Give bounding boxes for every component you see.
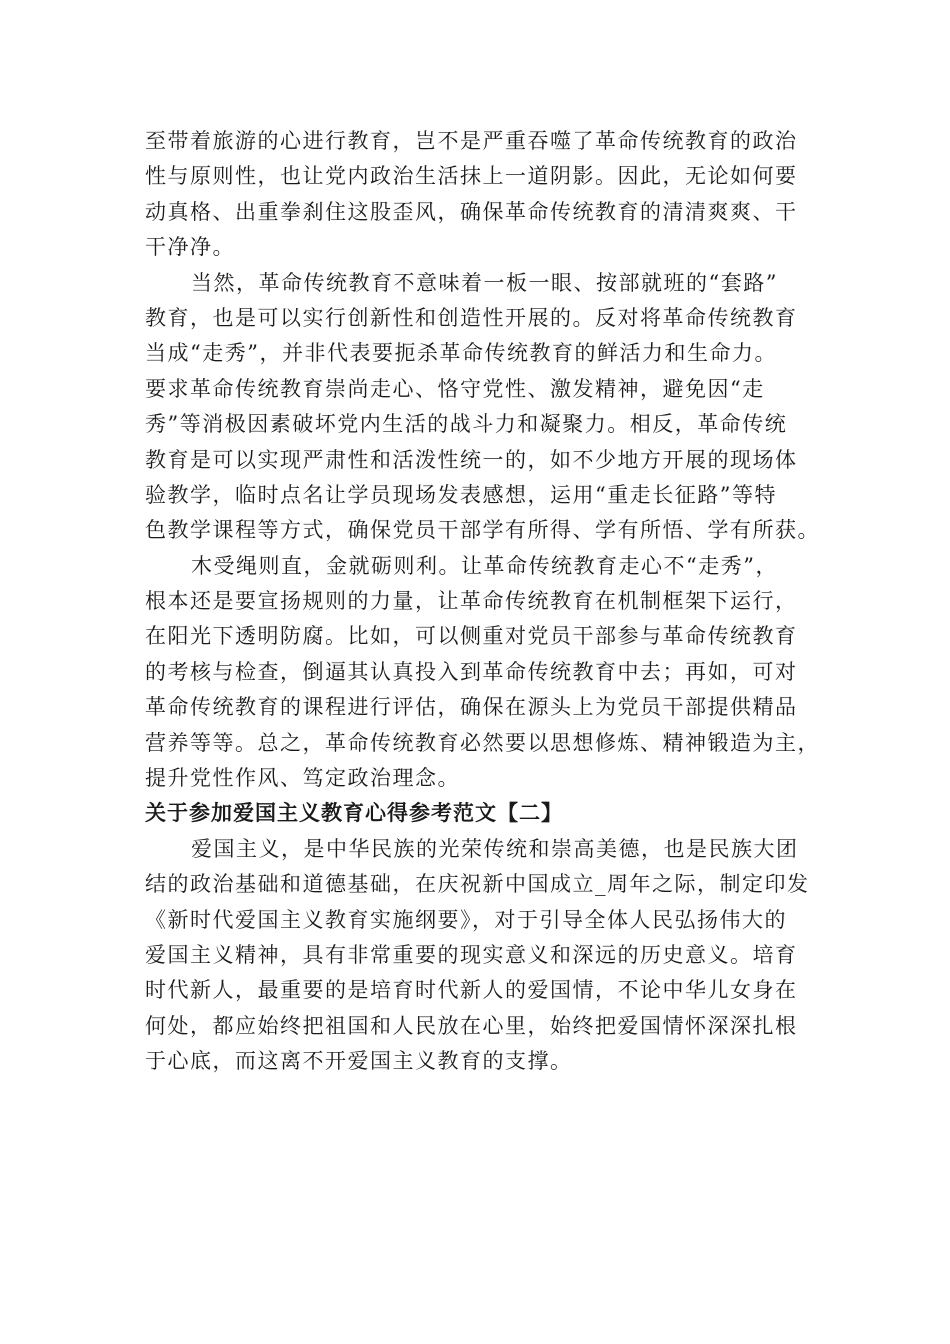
text-line: 于心底，而这离不开爱国主义教育的支撑。 (145, 1049, 573, 1074)
text-line: 《新时代爱国主义教育实施纲要》，对于引导全体人民弘扬伟大的 (145, 907, 787, 932)
text-line: 秀”等消极因素破坏党内生活的战斗力和凝聚力。相反，革命传统 (145, 412, 788, 437)
section-heading: 关于参加爱国主义教育心得参考范文【二】 (145, 801, 563, 826)
text-line: 验教学，临时点名让学员现场发表感想，运用“重走长征路”等特 (145, 482, 777, 507)
text-line: 的考核与检查，倒逼其认真投入到革命传统教育中去；再如，可对 (145, 659, 798, 684)
paragraph (145, 832, 810, 1080)
text-line: 当然，革命传统教育不意味着一板一眼、按部就班的“套路” (191, 270, 778, 295)
text-line: 时代新人，最重要的是培育时代新人的爱国情，不论中华儿女身在 (145, 978, 798, 1003)
text-line: 爱国主义精神，具有非常重要的现实意义和深远的历史意义。培育 (145, 942, 798, 967)
text-line: 在阳光下透明防腐。比如，可以侧重对党员干部参与革命传统教育 (145, 624, 798, 649)
paragraph (145, 266, 820, 549)
section-heading-block (145, 796, 810, 831)
paragraph (145, 549, 820, 797)
text-line: 当成“走秀”，并非代表要扼杀革命传统教育的鲜活力和生命力。 (145, 341, 777, 366)
text-line: 教育是可以实现严肃性和活泼性统一的，如不少地方开展的现场体 (145, 447, 798, 472)
text-line: 至带着旅游的心进行教育，岂不是严重吞噬了革命传统教育的政治 (145, 129, 798, 153)
text-line: 性与原则性，也让党内政治生活抹上一道阴影。因此，无论如何要 (145, 164, 798, 189)
paragraph (145, 124, 810, 266)
text-line: 营养等等。总之，革命传统教育必然要以思想修炼、精神锻造为主， (145, 730, 820, 755)
text-line: 木受绳则直，金就砺则利。让革命传统教育走心不“走秀”， (191, 553, 778, 578)
text-line: 要求革命传统教育崇尚走心、恪守党性、激发精神，避免因“走 (145, 376, 765, 401)
text-line: 色教学课程等方式，确保党员干部学有所得、学有所悟、学有所获。 (145, 518, 820, 543)
text-line: 何处，都应始终把祖国和人民放在心里，始终把爱国情怀深深扎根 (145, 1013, 798, 1038)
text-line: 革命传统教育的课程进行评估，确保在源头上为党员干部提供精品 (145, 695, 798, 720)
text-line: 干净净。 (145, 235, 235, 260)
text-line: 结的政治基础和道德基础，在庆祝新中国成立_周年之际，制定印发 (145, 872, 810, 897)
text-line: 提升党性作风、笃定政治理念。 (145, 766, 460, 791)
document-body (145, 124, 820, 1080)
text-line: 爱国主义，是中华民族的光荣传统和崇高美德，也是民族大团 (191, 836, 799, 861)
text-line: 根本还是要宣扬规则的力量，让革命传统教育在机制框架下运行， (145, 589, 798, 614)
text-line: 动真格、出重拳刹住这股歪风，确保革命传统教育的清清爽爽、干 (145, 199, 798, 224)
text-line: 教育，也是可以实行创新性和创造性开展的。反对将革命传统教育 (145, 305, 798, 330)
